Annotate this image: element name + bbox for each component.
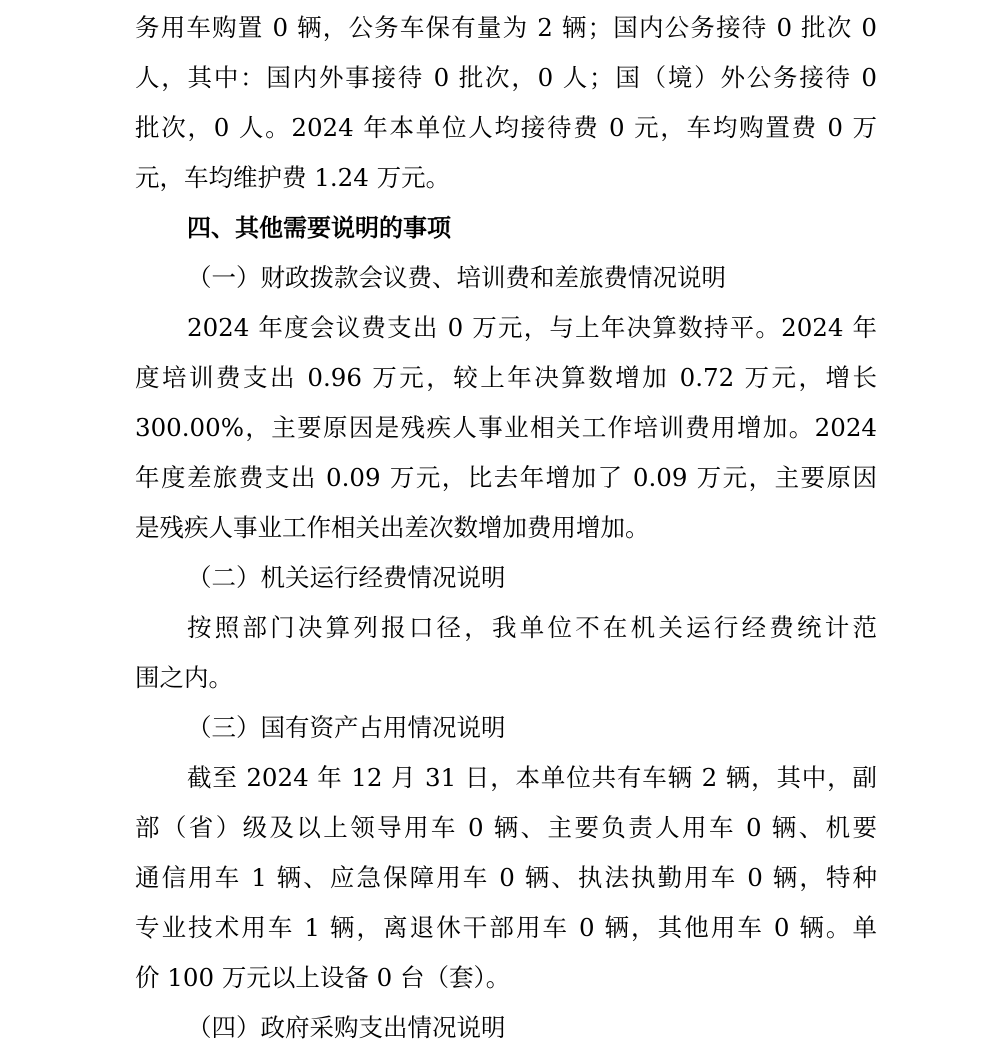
sub-heading: （四）政府采购支出情况说明 bbox=[187, 1013, 506, 1042]
paragraph-line: 部（省）级及以上领导用车 0 辆、主要负责人用车 0 辆、机要 bbox=[135, 813, 877, 842]
paragraph-line: 务用车购置 0 辆，公务车保有量为 2 辆；国内公务接待 0 批次 0 bbox=[135, 13, 877, 42]
paragraph-line: 批次，0 人。2024 年本单位人均接待费 0 元，车均购置费 0 万 bbox=[135, 113, 877, 142]
paragraph-line: 专业技术用车 1 辆，离退休干部用车 0 辆，其他用车 0 辆。单 bbox=[135, 913, 877, 942]
paragraph-line: 元，车均维护费 1.24 万元。 bbox=[135, 163, 451, 192]
sub-heading: （二）机关运行经费情况说明 bbox=[187, 563, 506, 592]
sub-heading: （三）国有资产占用情况说明 bbox=[187, 713, 506, 742]
section-heading: 四、其他需要说明的事项 bbox=[187, 214, 451, 242]
paragraph-line: 年度差旅费支出 0.09 万元，比去年增加了 0.09 万元，主要原因 bbox=[135, 463, 877, 492]
paragraph-line: 2024 年度会议费支出 0 万元，与上年决算数持平。2024 年 bbox=[187, 313, 877, 342]
paragraph-line: 价 100 万元以上设备 0 台（套）。 bbox=[135, 963, 511, 992]
paragraph-line: 是残疾人事业工作相关出差次数增加费用增加。 bbox=[135, 513, 650, 542]
paragraph-line: 度培训费支出 0.96 万元，较上年决算数增加 0.72 万元，增长 bbox=[135, 363, 877, 392]
paragraph-line: 按照部门决算列报口径，我单位不在机关运行经费统计范 bbox=[187, 613, 877, 642]
paragraph-line: 人，其中：国内外事接待 0 批次，0 人；国（境）外公务接待 0 bbox=[135, 63, 877, 92]
paragraph-line: 围之内。 bbox=[135, 663, 233, 692]
document-page bbox=[135, 0, 877, 1056]
sub-heading: （一）财政拨款会议费、培训费和差旅费情况说明 bbox=[187, 263, 726, 292]
paragraph-line: 300.00%，主要原因是残疾人事业相关工作培训费用增加。2024 bbox=[135, 413, 877, 442]
paragraph-line: 通信用车 1 辆、应急保障用车 0 辆、执法执勤用车 0 辆，特种 bbox=[135, 863, 877, 892]
paragraph-line: 截至 2024 年 12 月 31 日，本单位共有车辆 2 辆，其中，副 bbox=[187, 763, 877, 792]
